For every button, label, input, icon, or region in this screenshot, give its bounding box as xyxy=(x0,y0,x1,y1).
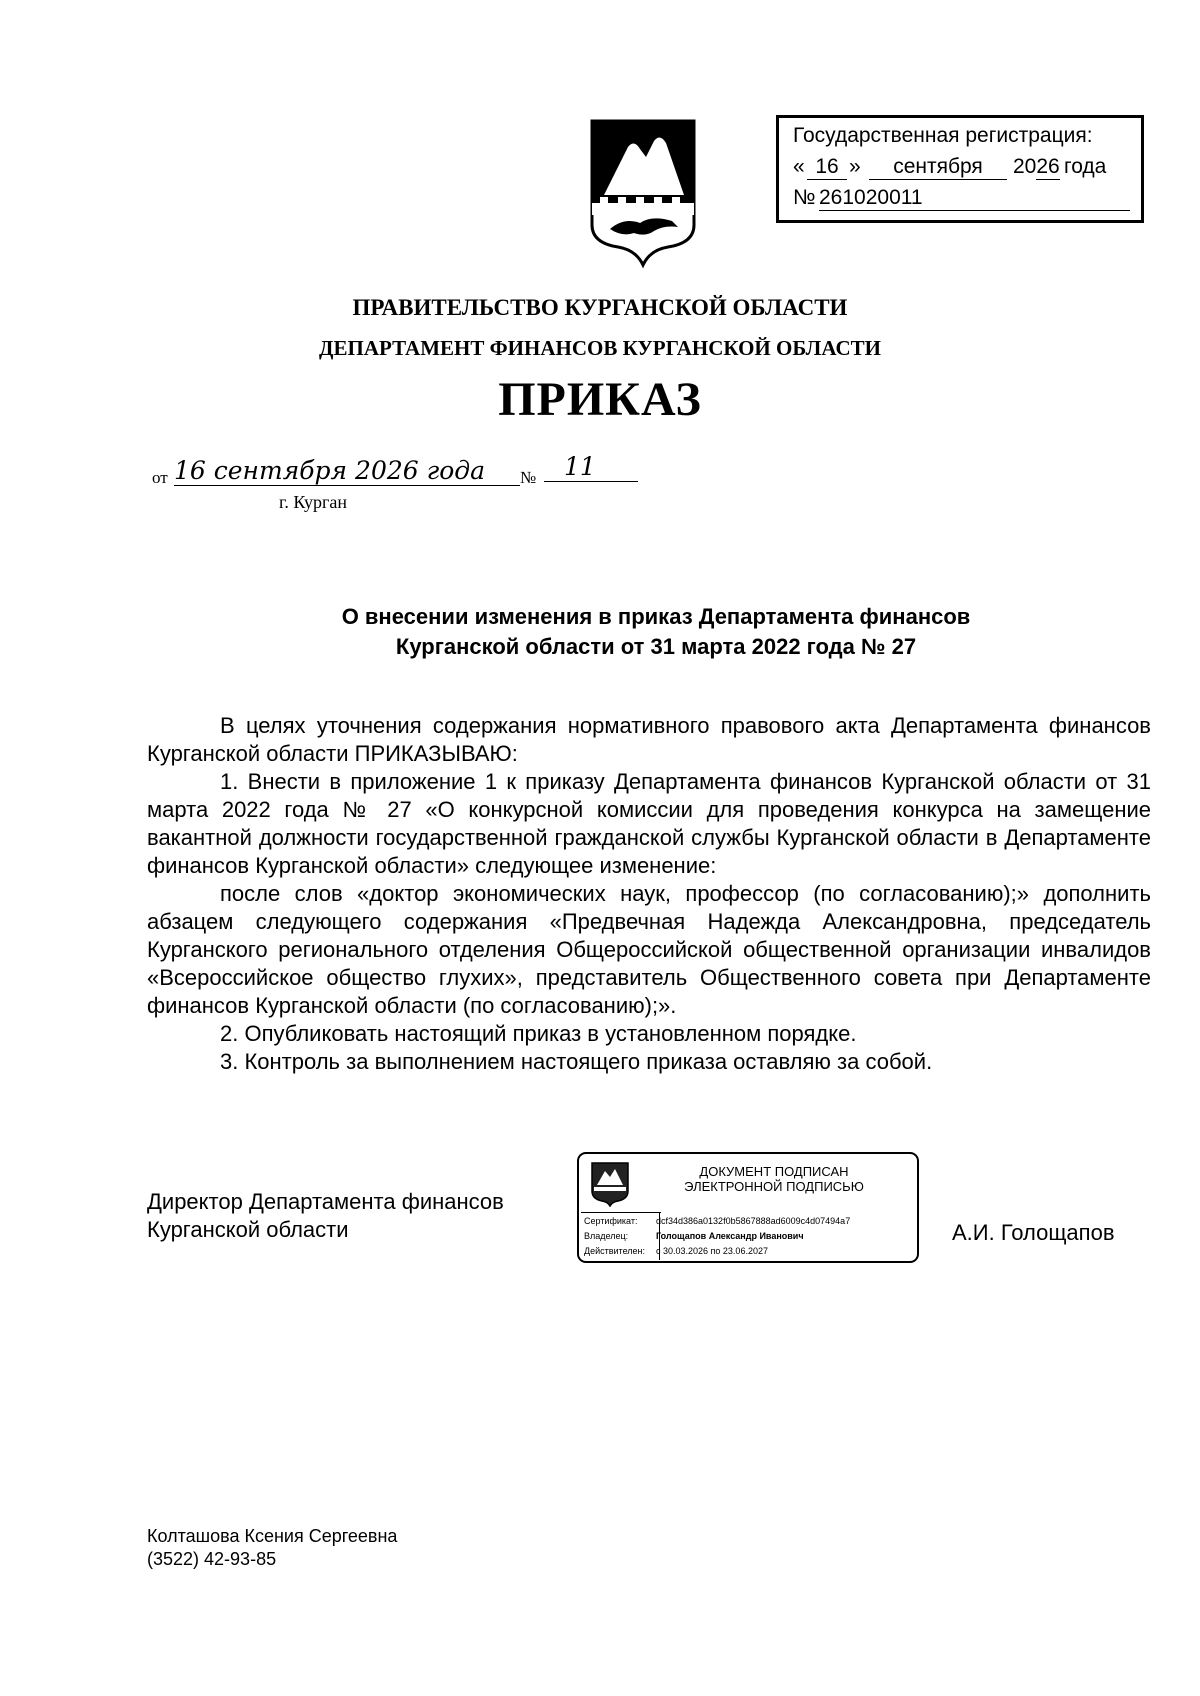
reg-year-word: года xyxy=(1064,155,1107,178)
body-paragraph: 1. Внести в приложение 1 к приказу Департамента финансов Курганской области от 31 марта 2022 года № 27 «О конкурсной комиссии для проведения конкурса на замещение вакантной должности государственной гражданской службы Курганской области в Департаменте финансов Курганской области» следующее изменение: xyxy=(147,769,1151,878)
signatory-name: А.И. Голощапов xyxy=(952,1220,1115,1245)
department-heading: ДЕПАРТАМЕНТ ФИНАНСОВ КУРГАНСКОЙ ОБЛАСТИ xyxy=(319,336,881,360)
position-line-2: Курганской области xyxy=(147,1217,349,1242)
subject-line-1: О внесении изменения в приказ Департамента финансов xyxy=(341,604,971,629)
owner-label: Владелец: xyxy=(584,1231,629,1241)
cert-label: Сертификат: xyxy=(584,1216,638,1226)
position-line-1: Директор Департамента финансов xyxy=(147,1189,504,1214)
stamp-title-line-1: ДОКУМЕНТ ПОДПИСАН xyxy=(699,1164,849,1179)
executor-phone: (3522) 42-93-85 xyxy=(147,1549,277,1569)
reg-quote-close: » xyxy=(849,155,861,178)
registration-box xyxy=(776,115,1144,223)
owner-value: Голощапов Александр Иванович xyxy=(656,1231,804,1241)
stamp-divider xyxy=(581,1212,661,1213)
handwritten-date: 16 сентября 2026 года xyxy=(174,456,520,486)
reg-number-label: № xyxy=(793,186,816,209)
stamp-certificate-row xyxy=(584,1216,850,1226)
handwritten-number: 11 xyxy=(544,452,638,482)
signatory-position xyxy=(147,1188,504,1244)
reg-day: 16 xyxy=(807,155,847,180)
executor-name: Колташова Ксения Сергеевна xyxy=(147,1526,398,1546)
reg-year-prefix: 20 xyxy=(1013,155,1037,178)
valid-label: Действителен: xyxy=(584,1246,646,1256)
stamp-title xyxy=(639,1164,909,1194)
registration-date xyxy=(793,155,1133,181)
document-type-title: ПРИКАЗ xyxy=(498,373,702,426)
order-subject xyxy=(0,602,1200,662)
number-label: № xyxy=(520,468,537,487)
body-paragraph: В целях уточнения содержания нормативного правового акта Департамента финансов Курганской области ПРИКАЗЫВАЮ: xyxy=(147,713,1151,766)
reg-number: 261020011 xyxy=(819,186,1130,211)
reg-year-suffix: 26 xyxy=(1036,155,1060,178)
reg-quote-open: « xyxy=(793,155,805,178)
from-label: от xyxy=(152,468,168,487)
electronic-signature-stamp xyxy=(577,1152,919,1263)
body-paragraph: 2. Опубликовать настоящий приказ в установленном порядке. xyxy=(220,1021,857,1046)
body-paragraph: 3. Контроль за выполнением настоящего приказа оставляю за собой. xyxy=(220,1049,933,1074)
valid-value: с 30.03.2026 по 23.06.2027 xyxy=(656,1246,768,1256)
cert-value: dcf34d386a0132f0b5867888ad6009c4d07494a7 xyxy=(656,1216,851,1226)
stamp-owner-row xyxy=(584,1231,804,1241)
coat-of-arms-emblem xyxy=(588,117,698,269)
subject-line-2: Курганской области от 31 марта 2022 года № 27 xyxy=(395,634,917,659)
executor-info xyxy=(147,1525,397,1571)
order-date-line xyxy=(152,452,652,520)
stamp-emblem-icon xyxy=(590,1161,630,1207)
stamp-title-line-2: ЭЛЕКТРОННОЙ ПОДПИСЬЮ xyxy=(684,1179,864,1194)
city: г. Курган xyxy=(279,492,348,512)
registration-title: Государственная регистрация: xyxy=(793,124,1093,147)
stamp-validity-row xyxy=(584,1246,768,1256)
registration-number-row xyxy=(793,186,1133,212)
government-heading: ПРАВИТЕЛЬСТВО КУРГАНСКОЙ ОБЛАСТИ xyxy=(352,295,848,320)
reg-month: сентября xyxy=(869,155,1007,180)
order-body xyxy=(147,712,1151,1076)
body-paragraph: после слов «доктор экономических наук, профессор (по согласованию);» дополнить абзацем следующего содержания «Предвечная Надежда Александровна, председатель Курганского регионального отделения Общероссийской общественной организации инвалидов «Всероссийское общество глухих», представитель Общественного совета при Департаменте финансов Курганской области (по согласованию);». xyxy=(147,881,1151,1018)
